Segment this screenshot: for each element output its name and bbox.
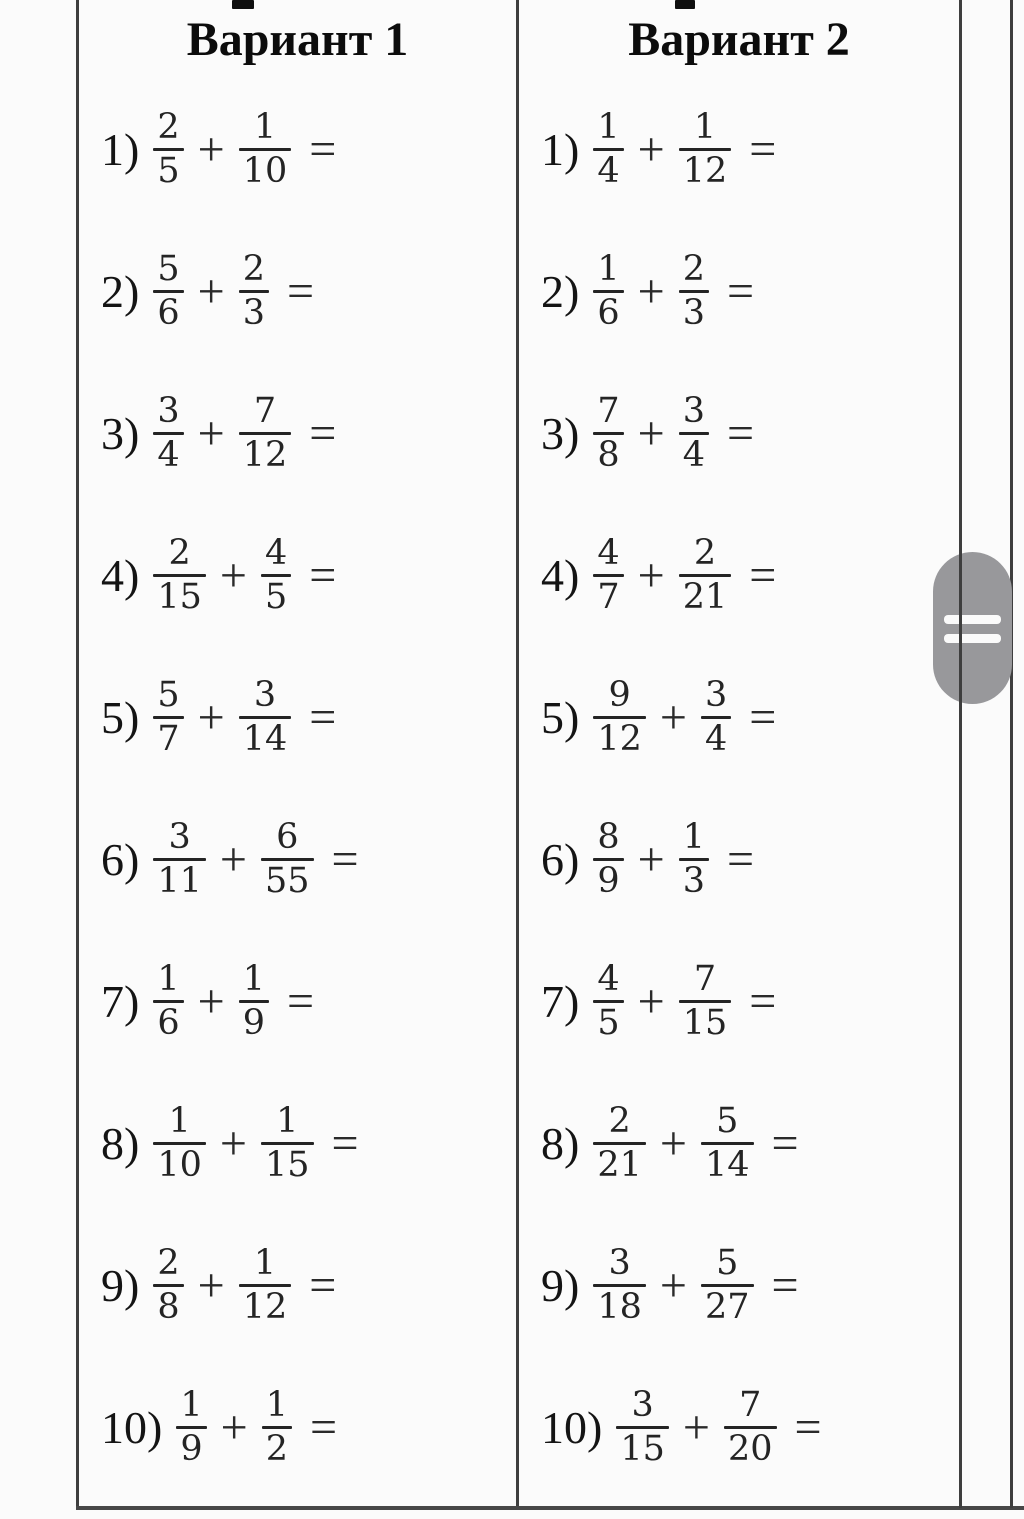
first-fraction-denominator: 15: [620, 1428, 665, 1469]
first-fraction-numerator: 3: [608, 1242, 631, 1283]
problem-row: [519, 1072, 959, 1214]
second-fraction: [239, 248, 269, 333]
problem-number: 6): [101, 833, 140, 885]
first-fraction-denominator: 18: [597, 1286, 642, 1327]
first-fraction: [616, 1384, 669, 1469]
equals-sign: =: [309, 1400, 338, 1454]
equals-sign: =: [309, 1258, 337, 1312]
plus-operator: +: [659, 1116, 687, 1170]
first-fraction-denominator: 11: [157, 860, 202, 901]
plus-operator: +: [637, 548, 665, 602]
table-border-right: [959, 0, 962, 1508]
second-fraction-denominator: 14: [242, 718, 288, 759]
second-fraction: [261, 816, 314, 901]
second-fraction-denominator: 5: [264, 576, 288, 617]
first-fraction: [153, 106, 183, 191]
first-fraction-denominator: 7: [157, 718, 180, 759]
plus-operator: +: [682, 1400, 710, 1454]
first-fraction-denominator: 4: [597, 150, 620, 191]
first-fraction-numerator: 4: [597, 958, 620, 999]
second-fraction-denominator: 12: [682, 150, 728, 191]
scroll-drag-handle[interactable]: [933, 552, 1012, 704]
second-fraction: [239, 958, 269, 1043]
equals-sign: =: [309, 122, 337, 176]
variant-2-column: [519, 0, 959, 1498]
plus-operator: +: [659, 1258, 687, 1312]
table-border-bottom: [76, 1506, 1024, 1510]
problem-row: [79, 788, 516, 930]
first-fraction-numerator: 2: [157, 1242, 180, 1283]
problem-row: [79, 1072, 516, 1214]
first-fraction: [593, 106, 623, 191]
equals-sign: =: [794, 1400, 822, 1454]
first-fraction-numerator: 3: [157, 390, 180, 431]
second-fraction-denominator: 10: [242, 150, 288, 191]
second-fraction: [701, 674, 731, 759]
second-fraction-numerator: 3: [704, 674, 728, 715]
equals-sign: =: [749, 690, 777, 744]
plus-operator: +: [637, 832, 665, 886]
second-fraction-numerator: 5: [716, 1242, 739, 1283]
equals-sign: =: [286, 974, 315, 1028]
second-fraction-denominator: 9: [242, 1002, 265, 1043]
equals-sign: =: [309, 548, 337, 602]
second-fraction-denominator: 4: [704, 718, 728, 759]
first-fraction-numerator: 2: [608, 1100, 631, 1141]
second-fraction-numerator: 7: [693, 958, 717, 999]
problem-number: 7): [541, 975, 580, 1027]
second-fraction: [701, 1242, 754, 1327]
equals-sign: =: [309, 406, 337, 460]
problem-row: [79, 1214, 516, 1356]
problem-number: 6): [541, 833, 580, 885]
equals-sign: =: [749, 548, 777, 602]
second-fraction-denominator: 21: [682, 576, 728, 617]
problem-row: [79, 220, 516, 362]
first-fraction-numerator: 5: [157, 674, 180, 715]
problem-number: 9): [101, 1259, 140, 1311]
plus-operator: +: [637, 122, 665, 176]
second-fraction-numerator: 2: [242, 248, 265, 289]
second-fraction-denominator: 3: [682, 292, 705, 333]
problem-row: [519, 1356, 959, 1498]
drag-handle-grip-icon: [944, 634, 1001, 643]
first-fraction: [593, 1100, 646, 1185]
problem-row: [79, 78, 516, 220]
first-fraction: [153, 816, 206, 901]
first-fraction-numerator: 5: [157, 248, 180, 289]
equals-sign: =: [331, 832, 359, 886]
first-fraction: [153, 958, 183, 1043]
second-fraction-numerator: 1: [253, 1242, 277, 1283]
problem-number: 9): [541, 1259, 580, 1311]
second-fraction-numerator: 3: [682, 390, 705, 431]
variant-2-title: Вариант 2: [628, 13, 850, 66]
first-fraction-denominator: 10: [157, 1144, 202, 1185]
equals-sign: =: [286, 264, 315, 318]
second-fraction-denominator: 20: [727, 1428, 773, 1469]
first-fraction-numerator: 2: [168, 532, 191, 573]
first-fraction: [153, 390, 183, 475]
first-fraction: [593, 816, 623, 901]
problem-number: 1): [541, 123, 580, 175]
problem-number: 10): [541, 1401, 603, 1453]
equals-sign: =: [771, 1258, 799, 1312]
second-fraction-denominator: 12: [242, 1286, 288, 1327]
second-fraction: [701, 1100, 754, 1185]
second-fraction-denominator: 4: [682, 434, 705, 475]
second-fraction: [239, 674, 292, 759]
first-fraction-denominator: 8: [597, 434, 620, 475]
equals-sign: =: [309, 690, 337, 744]
first-fraction-denominator: 6: [157, 1002, 180, 1043]
drag-handle-grip-icon: [944, 615, 1001, 624]
problem-number: 10): [101, 1401, 163, 1453]
variant-1-problem-list: [79, 78, 516, 1498]
problem-number: 3): [541, 407, 580, 459]
equals-sign: =: [726, 832, 755, 886]
equals-sign: =: [726, 406, 755, 460]
equals-sign: =: [749, 974, 777, 1028]
problem-number: 5): [101, 691, 140, 743]
second-fraction: [679, 958, 732, 1043]
first-fraction-numerator: 1: [597, 248, 620, 289]
problem-number: 8): [101, 1117, 140, 1169]
second-fraction: [679, 390, 709, 475]
plus-operator: +: [197, 406, 225, 460]
first-fraction-denominator: 5: [597, 1002, 620, 1043]
plus-operator: +: [219, 548, 247, 602]
variant-1-title: Вариант 1: [186, 13, 409, 66]
plus-operator: +: [637, 974, 665, 1028]
equals-sign: =: [749, 122, 777, 176]
problem-number: 1): [101, 123, 140, 175]
problem-number: 7): [101, 975, 140, 1027]
second-fraction: [261, 532, 291, 617]
first-fraction: [593, 390, 623, 475]
problem-row: [79, 646, 516, 788]
first-fraction: [153, 1100, 206, 1185]
problem-number: 4): [101, 549, 140, 601]
first-fraction: [593, 674, 646, 759]
problem-number: 3): [101, 407, 140, 459]
first-fraction-denominator: 9: [597, 860, 620, 901]
first-fraction: [176, 1384, 206, 1469]
plus-operator: +: [637, 406, 665, 460]
first-fraction: [153, 532, 206, 617]
problem-row: [79, 930, 516, 1072]
second-fraction: [679, 248, 709, 333]
second-fraction-numerator: 1: [253, 106, 277, 147]
first-fraction-numerator: 3: [168, 816, 191, 857]
problem-row: [519, 788, 959, 930]
variant-1-column: [79, 0, 516, 1498]
second-fraction-denominator: 3: [682, 860, 705, 901]
first-fraction-numerator: 9: [608, 674, 631, 715]
second-fraction-denominator: 14: [704, 1144, 750, 1185]
first-fraction-numerator: 4: [597, 532, 620, 573]
second-fraction-numerator: 1: [682, 816, 705, 857]
equals-sign: =: [771, 1116, 799, 1170]
first-fraction-numerator: 1: [157, 958, 180, 999]
second-fraction-numerator: 4: [264, 532, 288, 573]
first-fraction-denominator: 5: [157, 150, 180, 191]
second-fraction-denominator: 15: [264, 1144, 310, 1185]
first-fraction-denominator: 4: [157, 434, 180, 475]
first-fraction: [593, 248, 623, 333]
problem-row: [519, 220, 959, 362]
second-fraction: [262, 1384, 292, 1469]
first-fraction-numerator: 1: [597, 106, 620, 147]
second-fraction: [679, 532, 732, 617]
second-fraction: [239, 390, 292, 475]
first-fraction-numerator: 3: [631, 1384, 654, 1425]
first-fraction-denominator: 8: [157, 1286, 180, 1327]
first-fraction-numerator: 2: [157, 106, 180, 147]
second-fraction-numerator: 7: [253, 390, 277, 431]
first-fraction-numerator: 7: [597, 390, 620, 431]
problem-row: [519, 504, 959, 646]
first-fraction: [153, 674, 183, 759]
problem-row: [519, 362, 959, 504]
first-fraction-numerator: 1: [168, 1100, 191, 1141]
plus-operator: +: [197, 264, 225, 318]
plus-operator: +: [220, 1400, 248, 1454]
second-fraction: [239, 1242, 292, 1327]
second-fraction-numerator: 2: [693, 532, 717, 573]
plus-operator: +: [197, 1258, 225, 1312]
second-fraction-denominator: 15: [682, 1002, 728, 1043]
first-fraction-denominator: 7: [597, 576, 620, 617]
second-fraction: [679, 816, 709, 901]
second-fraction-denominator: 12: [242, 434, 288, 475]
table-border-far-right: [1010, 0, 1013, 1508]
plus-operator: +: [197, 122, 225, 176]
plus-operator: +: [197, 690, 225, 744]
first-fraction: [153, 1242, 183, 1327]
equals-sign: =: [726, 264, 755, 318]
first-fraction-denominator: 21: [597, 1144, 642, 1185]
second-fraction-denominator: 27: [704, 1286, 750, 1327]
problem-number: 8): [541, 1117, 580, 1169]
second-fraction-denominator: 55: [264, 860, 310, 901]
problem-row: [79, 504, 516, 646]
problem-row: [519, 1214, 959, 1356]
second-fraction: [679, 106, 732, 191]
first-fraction-denominator: 6: [157, 292, 180, 333]
second-fraction-numerator: 1: [693, 106, 717, 147]
first-fraction-denominator: 9: [180, 1428, 203, 1469]
first-fraction-denominator: 12: [597, 718, 642, 759]
problem-row: [519, 930, 959, 1072]
second-fraction-numerator: 1: [242, 958, 265, 999]
second-fraction-numerator: 1: [276, 1100, 299, 1141]
plus-operator: +: [197, 974, 225, 1028]
plus-operator: +: [219, 1116, 247, 1170]
second-fraction-numerator: 2: [682, 248, 705, 289]
problem-number: 2): [541, 265, 580, 317]
plus-operator: +: [659, 690, 687, 744]
problem-row: [519, 78, 959, 220]
problem-row: [79, 362, 516, 504]
equals-sign: =: [331, 1116, 359, 1170]
first-fraction-numerator: 8: [597, 816, 620, 857]
second-fraction-numerator: 6: [276, 816, 299, 857]
plus-operator: +: [637, 264, 665, 318]
first-fraction-denominator: 15: [157, 576, 202, 617]
first-fraction: [593, 532, 623, 617]
second-fraction: [239, 106, 292, 191]
second-fraction-numerator: 7: [739, 1384, 762, 1425]
problem-row: [79, 1356, 516, 1498]
problem-row: [519, 646, 959, 788]
second-fraction-numerator: 5: [716, 1100, 739, 1141]
variant-2-problem-list: [519, 78, 959, 1498]
plus-operator: +: [219, 832, 247, 886]
second-fraction: [724, 1384, 777, 1469]
second-fraction-denominator: 2: [265, 1428, 288, 1469]
first-fraction-numerator: 1: [180, 1384, 203, 1425]
second-fraction-denominator: 3: [242, 292, 265, 333]
first-fraction-denominator: 6: [597, 292, 620, 333]
problem-number: 4): [541, 549, 580, 601]
first-fraction: [593, 958, 623, 1043]
problem-number: 2): [101, 265, 140, 317]
second-fraction-numerator: 3: [253, 674, 277, 715]
second-fraction-numerator: 1: [265, 1384, 288, 1425]
second-fraction: [261, 1100, 314, 1185]
first-fraction: [593, 1242, 646, 1327]
problem-number: 5): [541, 691, 580, 743]
first-fraction: [153, 248, 183, 333]
